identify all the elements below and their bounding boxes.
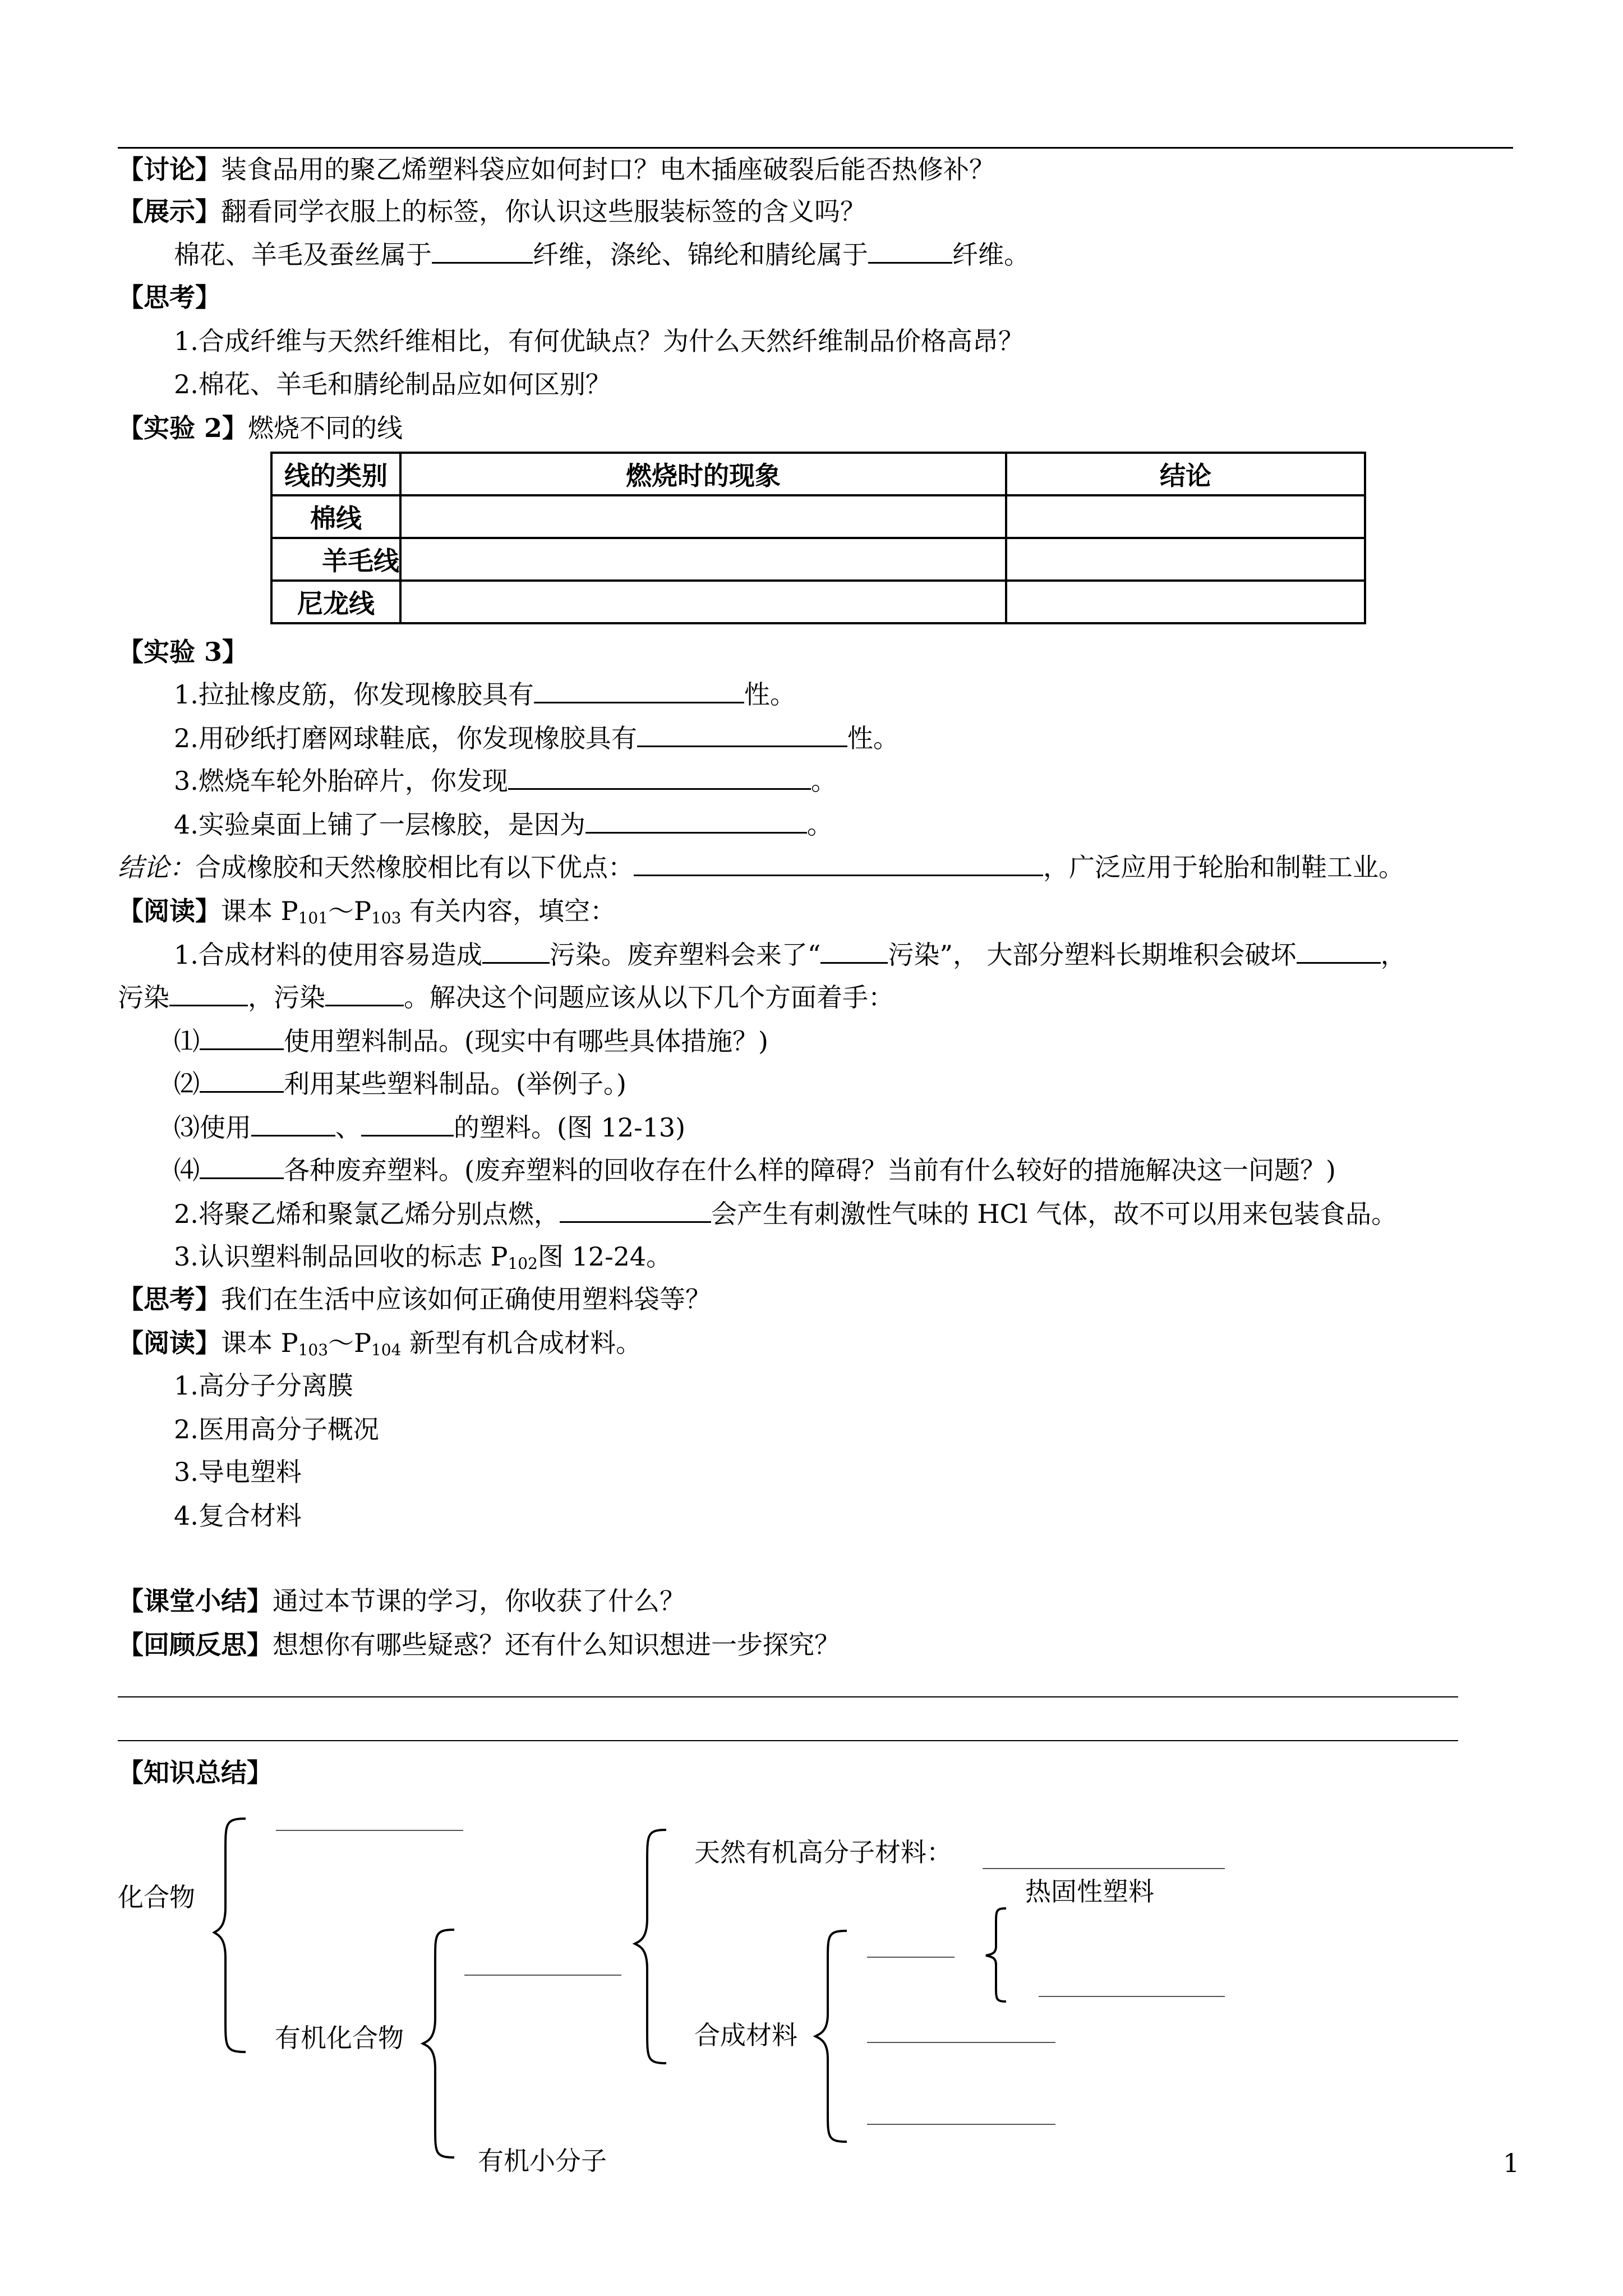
measure-text: 、 — [335, 1112, 361, 1143]
table-header: 燃烧时的现象 — [400, 453, 1006, 495]
read1-text: ， — [1380, 940, 1407, 970]
read2-text: 新型有机合成材料。 — [401, 1328, 642, 1358]
read1-item — [174, 938, 1407, 972]
measure-text: 各种废弃塑料。(废弃塑料的回收存在什么样的障碍？当前有什么较好的措施解决这一问题？) — [284, 1155, 1336, 1185]
fiber-fill-text-c: 纤维。 — [952, 240, 1030, 270]
polymer-brace — [634, 1829, 667, 2064]
burning-table — [270, 452, 1366, 624]
fill-blank[interactable] — [251, 1112, 335, 1137]
reflect-text: 想想你有哪些疑惑？还有什么知识想进一步探究？ — [273, 1630, 840, 1660]
conclusion-text: 合成橡胶和天然橡胶相比有以下优点： — [195, 852, 634, 882]
page-subscript: 104 — [371, 1341, 402, 1359]
exp3-text: 1.拉扯橡皮筋，你发现橡胶具有 — [174, 679, 534, 710]
read2-line — [118, 1326, 642, 1367]
conclusion-cell[interactable] — [1006, 495, 1365, 538]
think1-q1: 1.合成纤维与天然纤维相比，有何优缺点？为什么天然纤维制品价格高昂？ — [174, 326, 1024, 356]
measure-text: ⑴ — [174, 1026, 200, 1056]
table-header: 线的类别 — [271, 453, 400, 495]
exp2-text: 燃烧不同的线 — [248, 413, 403, 443]
exp3-tag: 【实验 3】 — [118, 637, 248, 667]
root-compound: 化合物 — [118, 1882, 195, 1912]
measure-text: ⑷ — [174, 1155, 200, 1185]
fill-blank[interactable] — [637, 723, 847, 747]
fill-blank[interactable] — [200, 1155, 284, 1179]
organic-small-molecule: 有机小分子 — [478, 2146, 607, 2176]
fill-blank[interactable] — [1297, 940, 1381, 964]
organic-compound: 有机化合物 — [275, 2023, 404, 2053]
fill-blank[interactable] — [361, 1112, 454, 1137]
read1-item — [174, 1240, 672, 1281]
read1-text: 课本 P — [221, 896, 298, 926]
read1-text: 污染 — [118, 982, 169, 1013]
read1-text: 污染。废弃塑料会来了“ — [549, 940, 821, 970]
exp3-item — [174, 678, 796, 711]
measure-item — [174, 1024, 768, 1058]
list-item: 4.复合材料 — [174, 1501, 302, 1531]
exp3-item — [174, 764, 837, 798]
table-row — [271, 581, 1365, 623]
synthetic-brace — [814, 1930, 848, 2143]
blank-line[interactable] — [867, 2124, 1055, 2125]
list-item: 2.医用高分子概况 — [174, 1414, 379, 1444]
fill-blank[interactable] — [169, 982, 248, 1006]
blank-line[interactable] — [464, 1975, 621, 1976]
read1-text: 图 12-24。 — [537, 1241, 672, 1272]
blank-line[interactable] — [867, 2042, 1055, 2043]
fill-blank[interactable] — [585, 809, 807, 834]
page-subscript: 103 — [298, 1341, 329, 1359]
exp3-text: 2.用砂纸打磨网球鞋底，你发现橡胶具有 — [174, 723, 637, 753]
read1-text: ～P — [328, 896, 371, 926]
think2-tag: 【思考】 — [118, 1284, 221, 1314]
list-item: 1.高分子分离膜 — [174, 1370, 353, 1401]
fill-blank[interactable] — [868, 240, 952, 264]
fill-blank[interactable] — [560, 1199, 711, 1223]
blank-line[interactable] — [983, 1868, 1225, 1869]
list-item: 3.导电塑料 — [174, 1457, 302, 1487]
summary-text: 通过本节课的学习，你收获了什么？ — [273, 1586, 685, 1616]
read1-text: 。解决这个问题应该从以下几个方面着手： — [404, 982, 894, 1013]
exp3-item — [174, 721, 899, 755]
fill-blank[interactable] — [534, 679, 744, 703]
fill-blank[interactable] — [820, 940, 888, 964]
page-number: 1 — [1503, 2148, 1520, 2178]
natural-polymer — [694, 1835, 952, 1869]
read1-text: 污染”， 大部分塑料长期堆积会破坏 — [888, 940, 1297, 970]
read1-tag: 【阅读】 — [118, 896, 221, 926]
measure-text: ⑶使用 — [174, 1112, 251, 1143]
exp3-text: 3.燃烧车轮外胎碎片，你发现 — [174, 766, 508, 796]
blank-line[interactable] — [867, 1957, 955, 1958]
read2-text: ～P — [328, 1328, 371, 1358]
measure-item — [174, 1153, 1336, 1187]
reflect-line — [118, 1628, 840, 1662]
exp3-text: 。 — [810, 766, 837, 796]
conclusion-cell[interactable] — [1006, 581, 1365, 623]
answer-line[interactable] — [118, 1696, 1458, 1697]
page-subscript: 102 — [508, 1254, 538, 1273]
show-tag: 【展示】 — [118, 196, 221, 227]
fill-blank[interactable] — [325, 982, 404, 1006]
organic-brace — [422, 1929, 455, 2159]
read2-text: 课本 P — [221, 1328, 298, 1358]
page-subscript: 103 — [371, 909, 402, 927]
row-label: 棉线 — [271, 495, 400, 538]
read1-text: 2.将聚乙烯和聚氯乙烯分别点燃， — [174, 1199, 560, 1229]
fill-blank[interactable] — [482, 940, 550, 964]
exp2-tag: 【实验 2】 — [118, 413, 248, 443]
summary-tag: 【课堂小结】 — [118, 1586, 273, 1616]
exp3-text: 。 — [806, 809, 833, 840]
read1-line — [118, 894, 616, 935]
read1-item — [174, 1197, 1397, 1231]
discuss-line — [118, 153, 995, 186]
top-rule — [118, 147, 1513, 149]
thermoset-plastic: 热固性塑料 — [1025, 1876, 1154, 1907]
read1-text: 3.认识塑料制品回收的标志 P — [174, 1241, 508, 1272]
read1-text: ，污染 — [248, 982, 325, 1013]
measure-text: 使用塑料制品。(现实中有哪些具体措施？) — [284, 1026, 768, 1056]
read1-text: 1.合成材料的使用容易造成 — [174, 940, 482, 970]
read1-item — [118, 981, 894, 1014]
natural-polymer-label: 天然有机高分子材料： — [694, 1837, 952, 1867]
exp3-conclusion — [118, 850, 1404, 884]
exp3-text: 性。 — [847, 723, 899, 753]
exp3-text: 4.实验桌面上铺了一层橡胶，是因为 — [174, 809, 585, 840]
root-brace — [213, 1818, 247, 2053]
discuss-tag: 【讨论】 — [118, 154, 221, 185]
read1-text: 有关内容，填空： — [401, 896, 616, 926]
row-label: 尼龙线 — [271, 581, 400, 623]
table-row — [271, 495, 1365, 538]
show-text: 翻看同学衣服上的标签，你认识这些服装标签的含义吗？ — [221, 196, 866, 227]
phenomenon-cell[interactable] — [400, 495, 1006, 538]
conclusion-cell[interactable] — [1006, 538, 1365, 581]
measure-text: ⑵ — [174, 1069, 200, 1099]
measure-text: 的塑料。(图 12-13) — [454, 1112, 686, 1143]
synthetic-material: 合成材料 — [694, 2020, 797, 2050]
conclusion-label: 结论： — [118, 852, 195, 882]
reflect-tag: 【回顾反思】 — [118, 1630, 273, 1660]
row-label: 羊毛线 — [271, 538, 400, 581]
fill-blank[interactable] — [508, 766, 811, 790]
page-subscript: 101 — [298, 909, 329, 927]
fill-blank[interactable] — [634, 852, 1043, 876]
summary-line — [118, 1584, 685, 1618]
read1-text: 会产生有刺激性气味的 HCl 气体，故不可以用来包装食品。 — [711, 1199, 1398, 1229]
fill-blank[interactable] — [432, 240, 533, 264]
fill-blank[interactable] — [200, 1069, 284, 1093]
phenomenon-cell[interactable] — [400, 538, 1006, 581]
measure-text: 利用某些塑料制品。(举例子。) — [284, 1069, 626, 1099]
fill-blank[interactable] — [200, 1026, 284, 1050]
think1-q2: 2.棉花、羊毛和腈纶制品应如何区别？ — [174, 369, 611, 399]
fiber-fill-text-a: 棉花、羊毛及蚕丝属于 — [174, 240, 432, 270]
conclusion-text: ，广泛应用于轮胎和制鞋工业。 — [1043, 852, 1404, 882]
discuss-text: 装食品用的聚乙烯塑料袋应如何封口？电木插座破裂后能否热修补？ — [221, 154, 995, 185]
read2-tag: 【阅读】 — [118, 1328, 221, 1358]
measure-item — [174, 1067, 626, 1101]
show-line — [118, 195, 866, 228]
exp3-text: 性。 — [744, 679, 796, 710]
fiber-fill-line — [174, 238, 1030, 272]
think1-tag: 【思考】 — [118, 282, 221, 312]
think2-text: 我们在生活中应该如何正确使用塑料袋等？ — [221, 1284, 711, 1314]
plastic-brace — [985, 1907, 1007, 2003]
exp2-line — [118, 411, 403, 445]
measure-item — [174, 1111, 685, 1144]
blank-line[interactable] — [1039, 1996, 1225, 1997]
phenomenon-cell[interactable] — [400, 581, 1006, 623]
table-row — [271, 538, 1365, 581]
think2-line — [118, 1282, 711, 1316]
blank-line[interactable] — [276, 1830, 463, 1831]
answer-line[interactable] — [118, 1740, 1458, 1741]
table-header: 结论 — [1006, 453, 1365, 495]
exp3-item — [174, 808, 833, 841]
knowledge-tag: 【知识总结】 — [118, 1757, 273, 1788]
fiber-fill-text-b: 纤维，涤纶、锦纶和腈纶属于 — [533, 240, 868, 270]
